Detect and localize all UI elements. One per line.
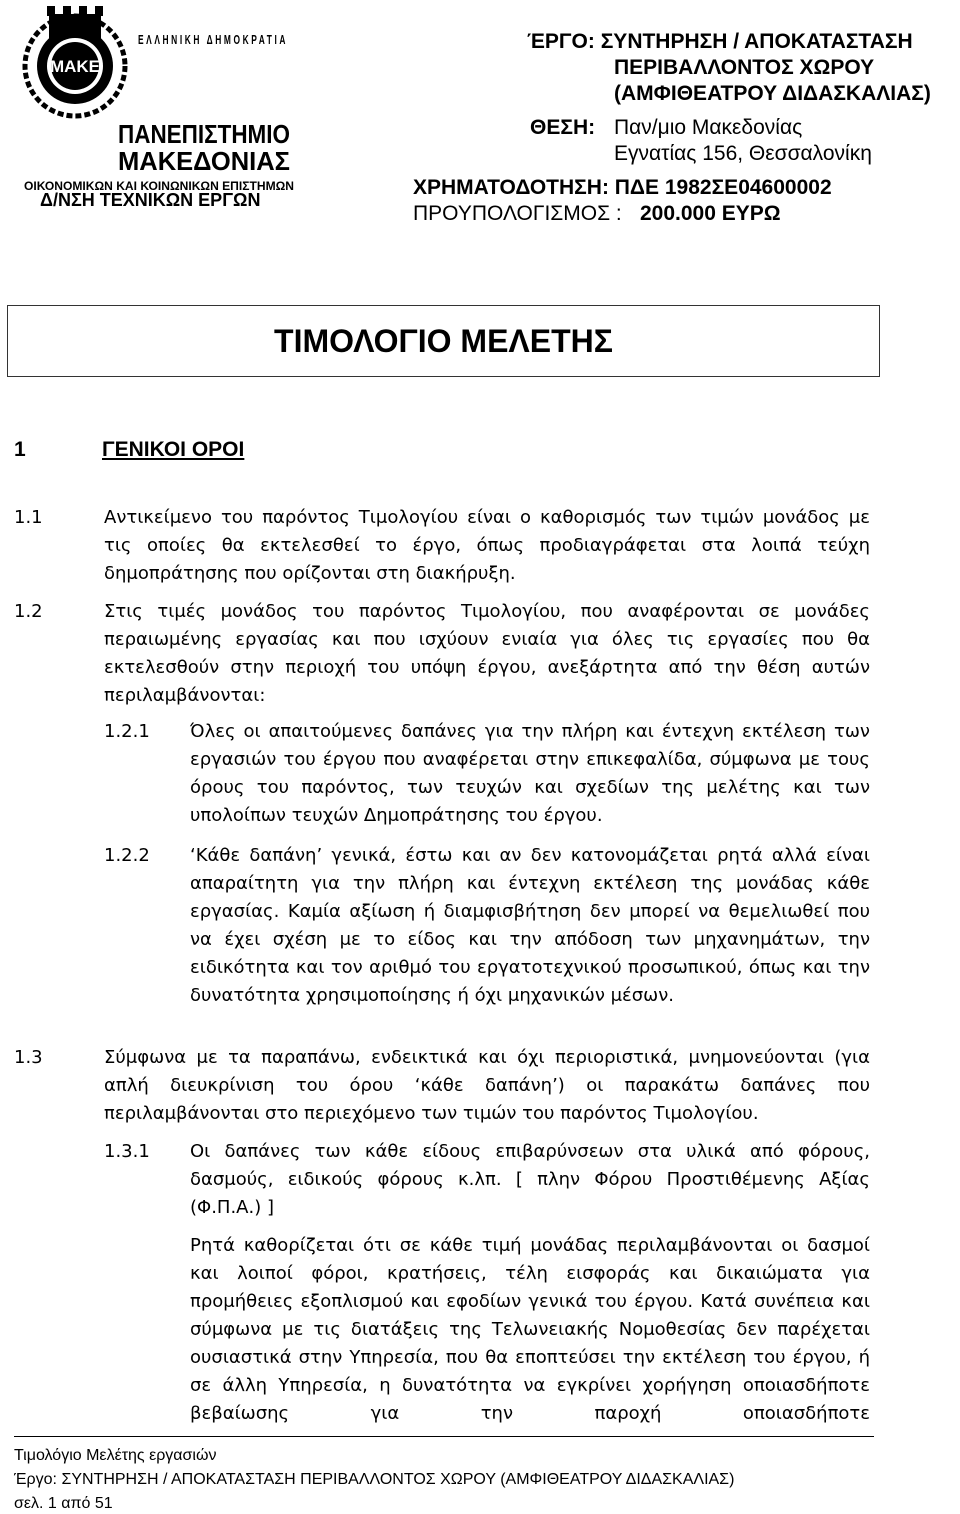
section-number: 1 (14, 438, 26, 461)
para-1-2-number: 1.2 (14, 601, 43, 622)
project-line2: ΠΕΡΙΒΑΛΛΟΝΤΟΣ ΧΩΡΟΥ (614, 56, 875, 79)
para-1-3-text: Σύμφωνα με τα παραπάνω, ενδεικτικά και όχι περιοριστικά, μνημονεύονται (για απλή διευκρίνιση του όρου ‘κάθε δαπάνη’) οι παρακάτω δαπάνες που περιλαμβάνονται στο περιεχόμενο των τιμών του παρόντος Τιμολογίου. (104, 1047, 870, 1124)
para-1-1-text: Αντικείμενο του παρόντος Τιμολογίου είναι ο καθορισμός των τιμών μονάδος με τις οποίες θα εκτελεσθεί το έργο, όπως προδιαγράφεται στα λοιπά τεύχη δημοπράτησης που ορίζονται στη διακήρυξη. (104, 507, 870, 584)
budget-label: ΠΡΟΥΠΟΛΟΓΙΣΜΟΣ : (413, 202, 622, 225)
para-1-3-1-number: 1.3.1 (104, 1141, 150, 1162)
location-label: ΘΕΣΗ: (530, 116, 596, 139)
para-1-3-1-text: Οι δαπάνες των κάθε είδους επιβαρύνσεων στα υλικά από φόρους, δασμούς, ειδικούς φόρους κ.λπ. [ πλην Φόρου Προστιθέμενης Αξίας (Φ.Π.Α.) ] (190, 1141, 870, 1218)
university-seal-icon (20, 8, 300, 193)
para-1-2-1-text: Όλες οι απαιτούμενες δαπάνες για την πλήρη και έντεχνη εκτέλεση των εργασιών του έργου που αναφέρεται στην επικεφαλίδα, σύμφωνα με τους όρους του παρόντος, των τευχών και σχεδίων της μελέτης και των υπολοίπων τευχών Δημοπράτησης του έργου. (190, 721, 870, 826)
logo-top-text: ΕΛΛΗΝΙΚΗ ΔΗΜΟΚΡΑΤΙΑ (138, 32, 288, 47)
document-title-box (7, 305, 880, 377)
para-1-3-1-continued: Ρητά καθορίζεται ότι σε κάθε τιμή μονάδας περιλαμβάνονται οι δασμοί και λοιποί φόροι, κρατήσεις, τέλη εισφοράς και δικαιώματα για προμήθειες εξοπλισμού και εφοδίων γενικά του έργου. Κατά συνέπεια και σύμφωνα με τις διατάξεις της Τελωνειακής Νομοθεσίας δεν παρέχεται ουσιαστικά στην Υπηρεσία, που θα εποπτεύσει την εκτέλεση του έργου, ή σε άλλη Υπηρεσία, η δυνατότητα να εγκρίνει χορήγηση οποιασδήποτε βεβαίωσης για την παροχή οποιασδήποτε (190, 1235, 870, 1424)
document-title: ΤΙΜΟΛΟΓΙΟ ΜΕΛΕΤΗΣ (274, 322, 613, 359)
logo-uni-line1: ΠΑΝΕΠΙΣΤΗΜΙΟ (118, 119, 290, 149)
project-line3: (ΑΜΦΙΘΕΑΤΡΟΥ ΔΙΔΑΣΚΑΛΙΑΣ) (614, 82, 931, 105)
para-1-1-number: 1.1 (14, 507, 43, 528)
university-logo (20, 8, 300, 208)
budget-value: 200.000 ΕΥΡΩ (640, 202, 781, 225)
para-1-2-1-number: 1.2.1 (104, 721, 150, 742)
para-1-2-text: Στις τιμές μονάδος του παρόντος Τιμολογίου, που αναφέρονται σε μονάδες περαιωμένης εργασίας και που ισχύουν ενιαία για όλες τις εργασίες που θα εκτελεσθούν στην περιοχή του υπόψη έργου, ανεξάρτητα από την θέση αυτών περιλαμβάνονται: (104, 601, 870, 706)
section-heading (14, 438, 244, 462)
para-1-2-2-text: ‘Κάθε δαπάνη’ γενικά, έστω και αν δεν κατονομάζεται ρητά αλλά είναι απαραίτητη για την πλήρη και έντεχνη εκτέλεση της μονάδας κάθε εργασίας. Καμία αξίωση ή διαμφισβήτηση δεν μπορεί να θεμελιωθεί που να έχει σχέση με το είδος και την απόδοση των μηχανημάτων, την ειδικότητα και τον αριθμό του εργατοτεχνικού προσωπικού, όπως και την δυνατότητα χρησιμοποίησης ή όχι μηχανικών μέσων. (190, 845, 870, 1006)
location-line1: Παν/μιο Μακεδονίας (614, 116, 803, 139)
para-1-2-2-number: 1.2.2 (104, 845, 150, 866)
section-label: ΓΕΝΙΚΟΙ ΟΡΟΙ (102, 438, 245, 461)
location-line2: Εγνατίας 156, Θεσσαλονίκη (614, 142, 872, 165)
footer-divider (14, 1436, 874, 1437)
funding: ΧΡΗΜΑΤΟΔΟΤΗΣΗ: ΠΔΕ 1982ΣΕ04600002 (413, 176, 832, 199)
logo-uni-line2: ΜΑΚΕΔΟΝΙΑΣ (118, 146, 290, 176)
footer-line1: Τιμολόγιο Μελέτης εργασιών (14, 1447, 217, 1464)
project-line1: ΈΡΓΟ: ΣΥΝΤΗΡΗΣΗ / ΑΠΟΚΑΤΑΣΤΑΣΗ (527, 30, 913, 53)
logo-monogram: ΜΑΚΕ (49, 57, 101, 76)
footer-page-number: σελ. 1 από 51 (14, 1495, 113, 1512)
department-name: Δ/ΝΣΗ ΤΕΧΝΙΚΩΝ ΕΡΓΩΝ (40, 190, 261, 210)
footer-line2: Έργο: ΣΥΝΤΗΡΗΣΗ / ΑΠΟΚΑΤΑΣΤΑΣΗ ΠΕΡΙΒΑΛΛΟΝΤΟΣ ΧΩΡΟΥ (ΑΜΦΙΘΕΑΤΡΟΥ ΔΙΔΑΣΚΑΛΙΑΣ) (14, 1471, 735, 1488)
logo-sub: ΟΙΚΟΝΟΜΙΚΩΝ ΚΑΙ ΚΟΙΝΩΝΙΚΩΝ ΕΠΙΣΤΗΜΩΝ (24, 179, 294, 193)
para-1-3-number: 1.3 (14, 1047, 43, 1068)
